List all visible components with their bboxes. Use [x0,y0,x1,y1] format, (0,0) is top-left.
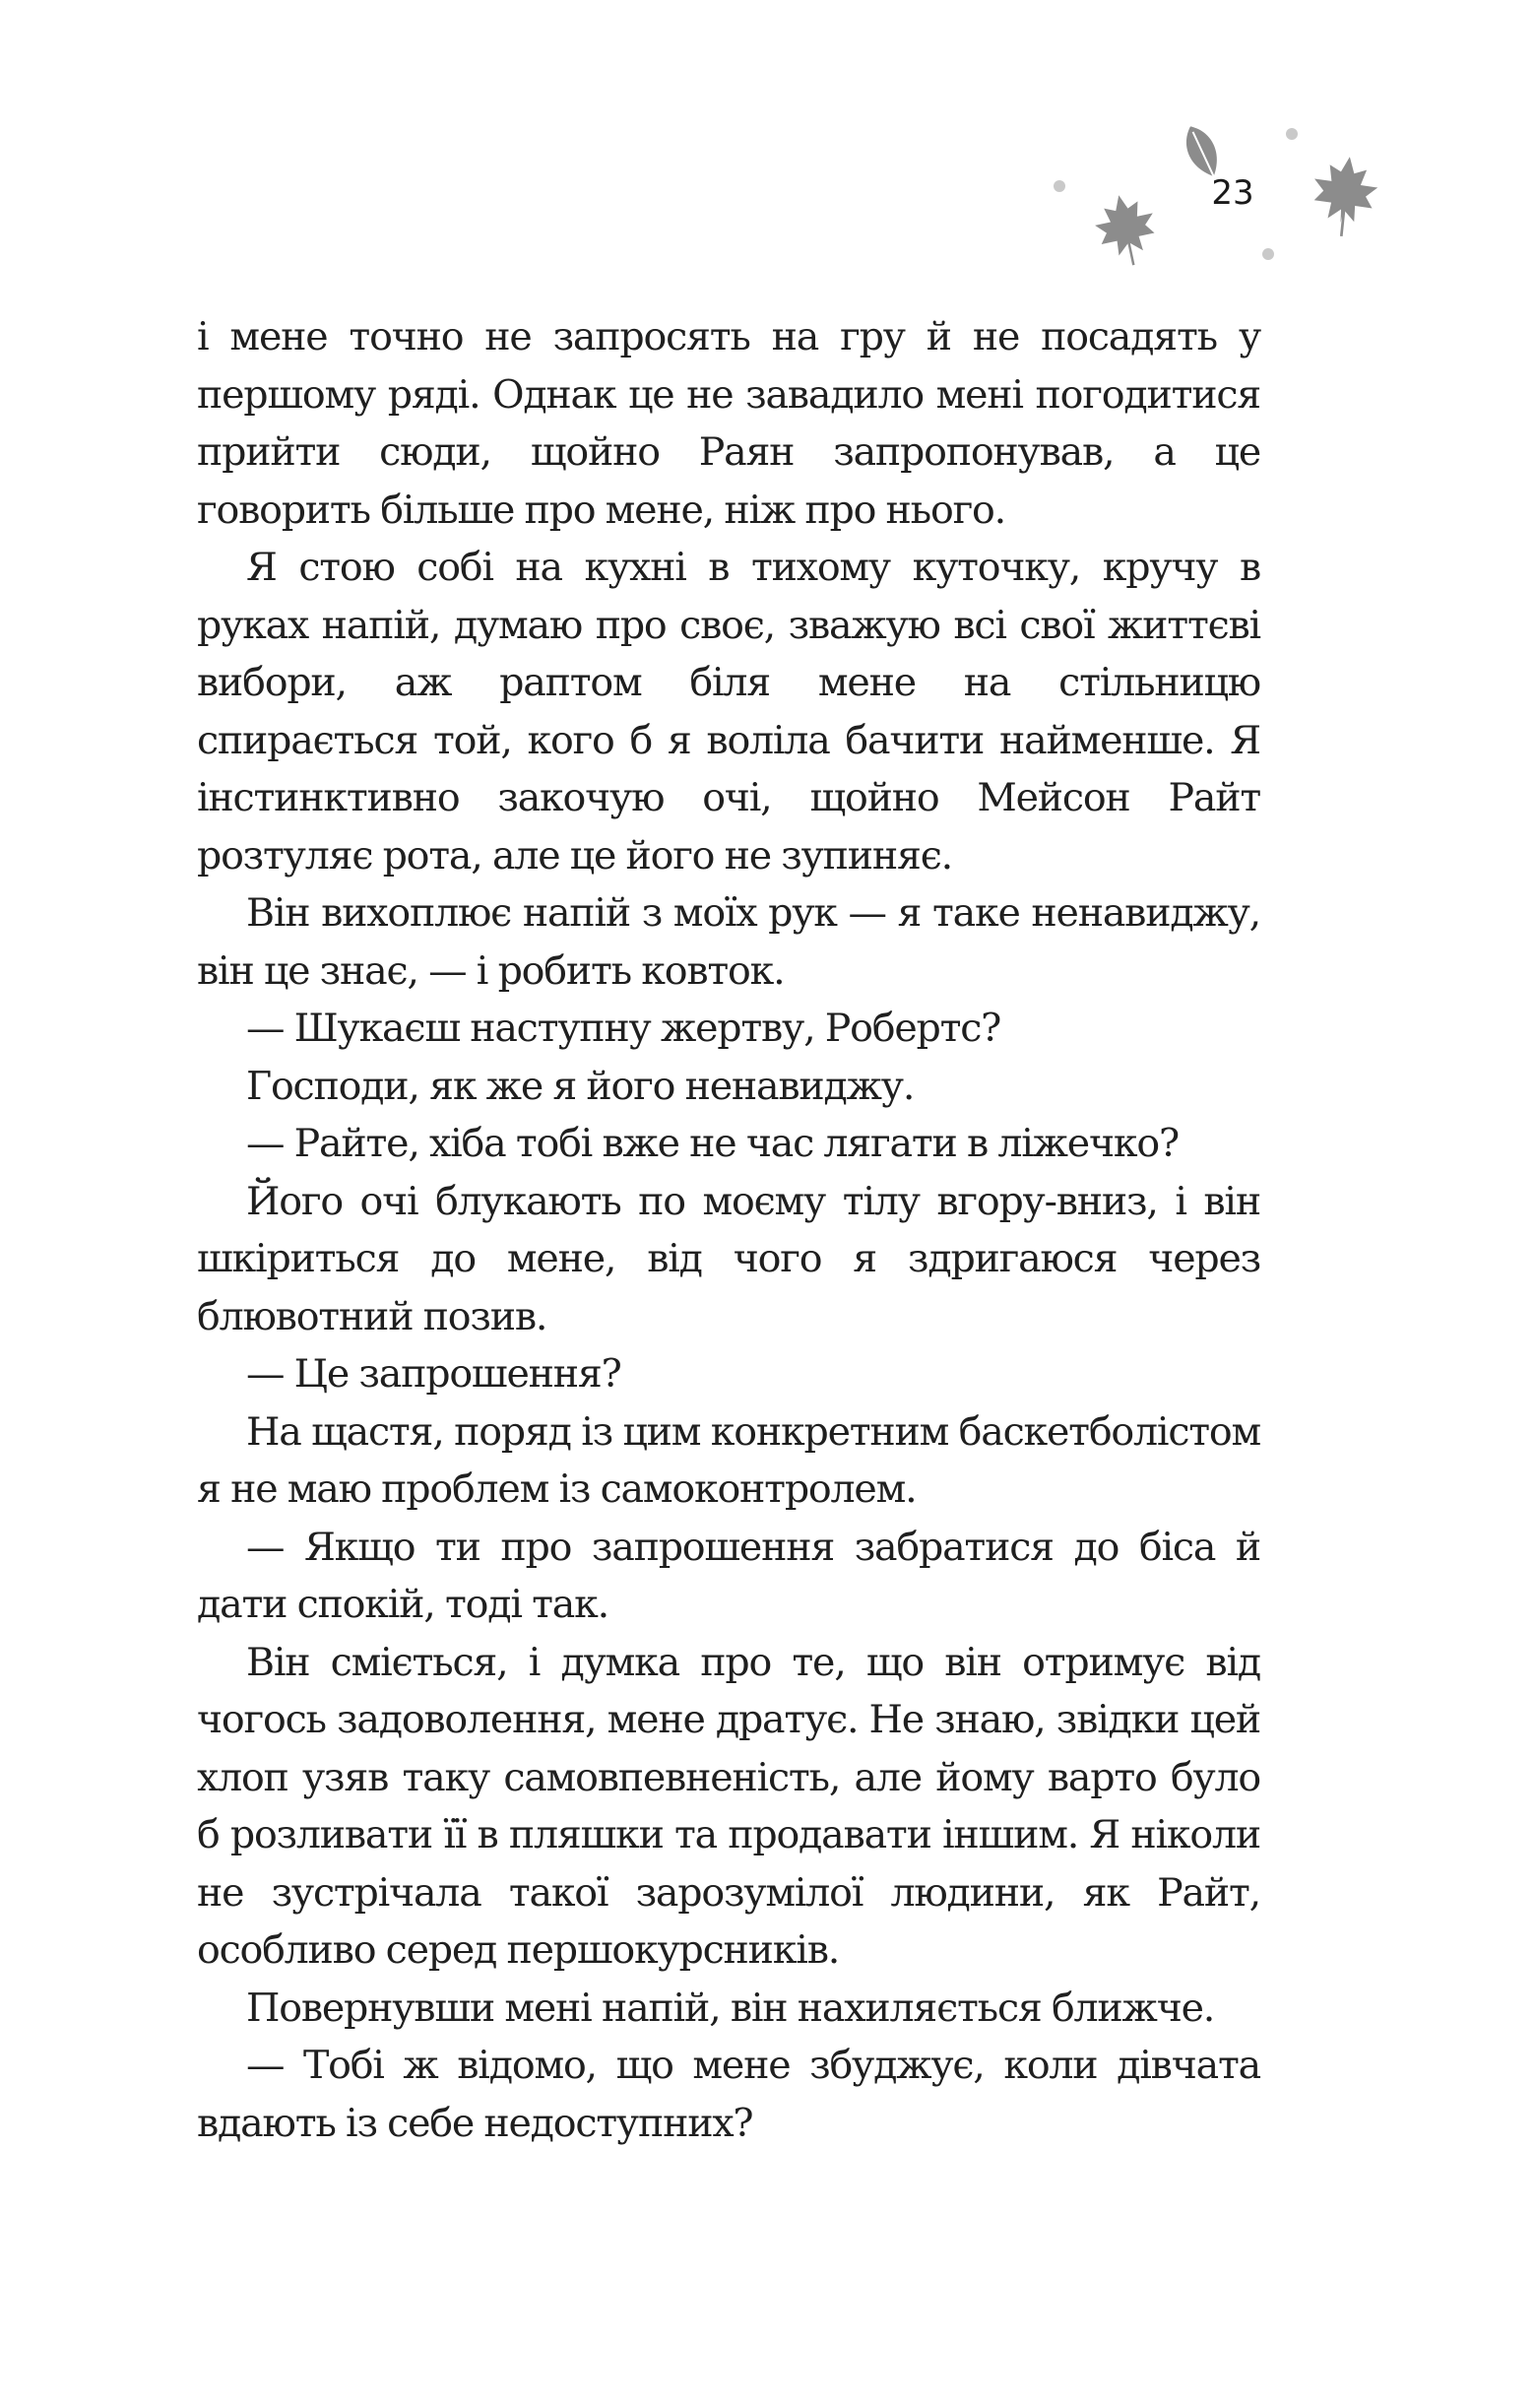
paragraph: Повернувши мені напій, він нахиляється ближче. [246,1985,1215,2031]
paragraph: Він сміється, і думка про те, що він отримує від чогось задоволення, мене дратує. Не знаю, звідки цей хлоп узяв таку самовпевненість, але йому варто було б розливати її в пляшки та продавати іншим. Я ніколи не зустрічала такої зарозумілої людини, як Райт, особливо серед першокурсників. [197,1639,1260,1973]
maple-leaf-icon [1090,189,1163,271]
dot-decoration-icon [1054,180,1065,192]
paragraph: На щастя, поряд із цим конкретним баскетболістом я не маю проблем із самоконтролем. [197,1408,1260,1512]
body-text [197,308,1260,2152]
dialogue-line: — Це запрошення? [246,1351,621,1397]
dialogue-line: — Якщо ти про запрошення забратися до біса й дати спокій, тоді так. [197,1524,1260,1627]
dialogue-line: — Шукаєш наступну жертву, Робертс? [246,1006,1001,1051]
dialogue-line: — Тобі ж відомо, що мене збуджує, коли дівчата вдають із себе недоступних? [197,2043,1260,2146]
dot-decoration-icon [1286,128,1298,140]
paragraph: Господи, як же я його ненавиджу. [246,1063,915,1109]
paragraph: Він вихоплює напій з моїх рук — я таке ненавиджу, він це знає, — і робить ковток. [197,890,1260,994]
paragraph: і мене точно не запросять на гру й не посадять у першому ряді. Однак це не завадило мені погодитися прийти сюди, щойно Раян запропонував, а це говорить більше про мене, ніж про нього. [197,314,1260,533]
maple-leaf-icon [1308,153,1381,240]
dot-decoration-icon [1262,248,1274,260]
paragraph: Його очі блукають по моєму тілу вгору-вниз, і він шкіриться до мене, від чого я здригаюся через блювотний позив. [197,1178,1260,1339]
dialogue-line: — Райте, хіба тобі вже не час лягати в ліжечко? [246,1121,1179,1166]
paragraph: Я стою собі на кухні в тихому куточку, кручу в руках напій, думаю про своє, зважую всі свої життєві вибори, аж раптом біля мене на стільницю спирається той, кого б я воліла бачити найменше. Я інстинктивно закочую очі, щойно Мейсон Райт розтуляє рота, але це його не зупиняє. [197,545,1260,879]
page-number: 23 [1211,173,1254,213]
